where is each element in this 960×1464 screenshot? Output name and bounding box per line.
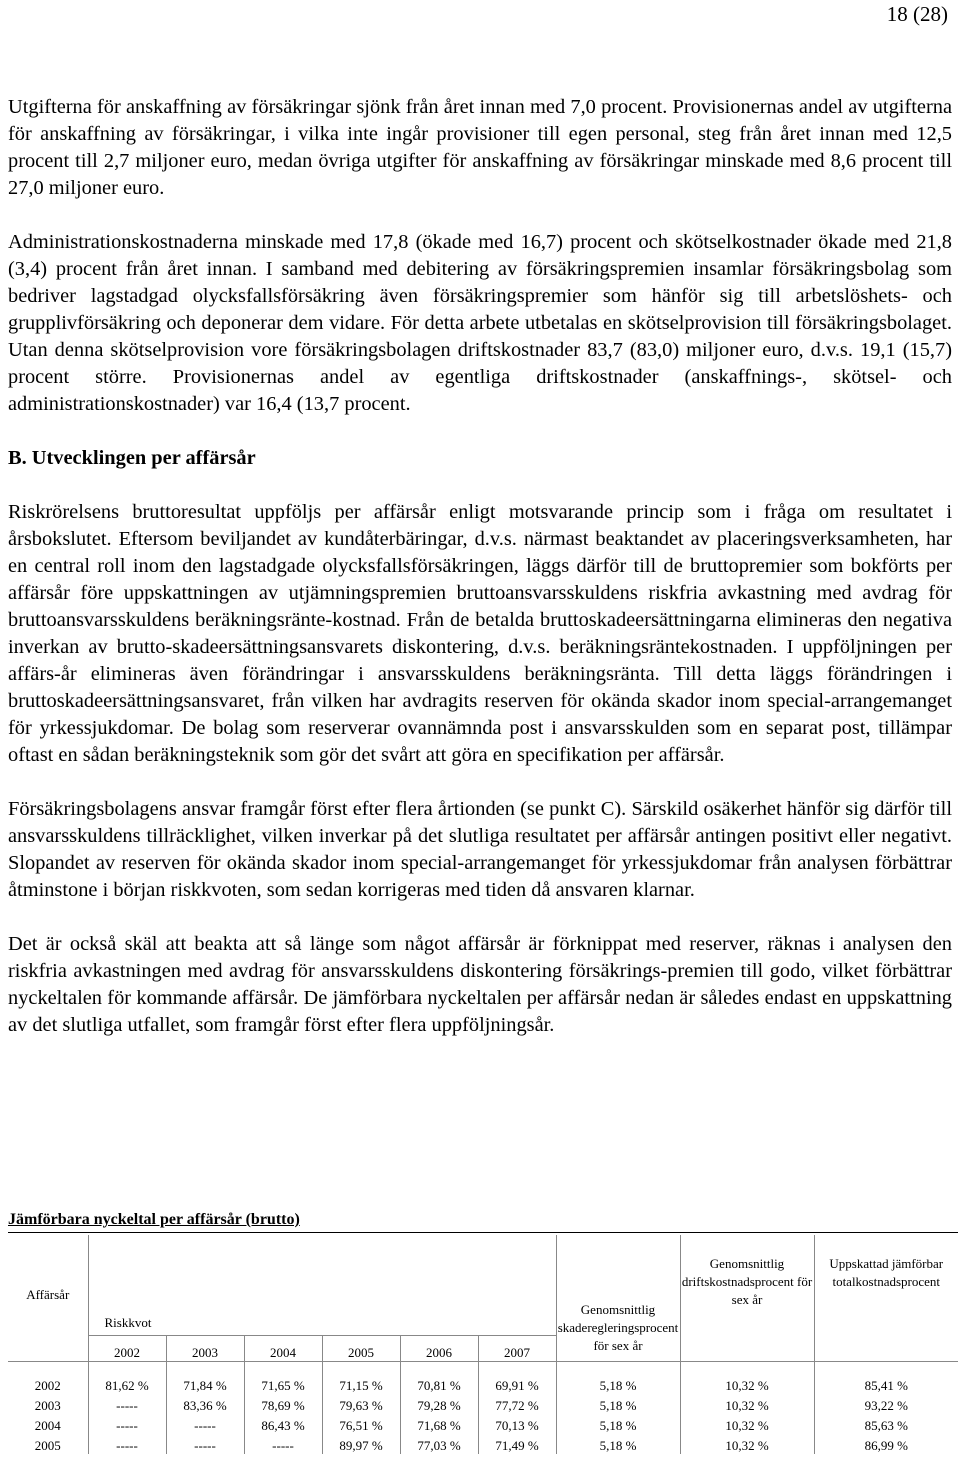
year-header: 2006 bbox=[400, 1336, 478, 1362]
paragraph: Riskrörelsens bruttoresultat uppföljs per affärsår enligt motsvarande princip som i fråga om resultatet i årsbokslutet. Eftersom beviljandet av kundåterbäringar, d.v.s. närmast beaktandet av placeringsverksamheten, har en central roll inom den lagstadgade olycksfallsförsäkringen, läggs därför till de bruttopremier som bokförts per affärsår före uppskattningen av utjämningspremien bruttoansvarsskuldens riskfria avkastning med avdrag för bruttoansvarsskuldens beräkningsränte-kostnad. Från de betalda bruttoskadeersättningarna elimineras den negativa inverkan av brutto-skadeersättningsansvarets diskontering, d.v.s. beräkningsräntekostnaden. I uppföljningen per affärs-år elimineras även förändringar i ansvarsskuldens beräkningsränta. Till detta läggs förändringen i bruttoskadeersättningsansvaret, från vilken har avdragits reserven för okända skador inom special-arrangemanget för yrkessjukdomar. De bolag som reserverar ovannämnda post i ansvarsskulden som en separat post, tillämpar oftast en sådan beräkningsteknik som gör det svårt att göra en specifikation per affärsår. bbox=[8, 501, 952, 766]
riskkvot-cell: 71,15 % bbox=[322, 1374, 400, 1394]
skade-cell: 5,18 % bbox=[556, 1414, 680, 1434]
riskkvot-cell: 71,84 % bbox=[166, 1374, 244, 1394]
riskkvot-cell: 79,28 % bbox=[400, 1394, 478, 1414]
total-cell: 85,41 % bbox=[814, 1374, 958, 1394]
table-row bbox=[8, 1374, 958, 1394]
riskkvot-cell: ----- bbox=[166, 1434, 244, 1454]
total-cell: 93,22 % bbox=[814, 1394, 958, 1414]
riskkvot-cell: 70,13 % bbox=[478, 1414, 556, 1434]
drift-cell: 10,32 % bbox=[680, 1434, 814, 1454]
paragraph: Försäkringsbolagens ansvar framgår först efter flera årtionden (se punkt C). Särskild osäkerhet hänför sig därför till ansvarsskuldens tillräcklighet, vilken inverkar på det slutliga resultatet per affärsår antingen positivt eller negativt. Slopandet av reserven för okända skador inom special-arrangemanget för yrkessjukdomar från analysen förbättrar åtminstone i början riskkvoten, som sedan korrigeras med tiden då ansvaren klarnar. bbox=[8, 798, 952, 901]
paragraph: Administrationskostnaderna minskade med 17,8 (ökade med 16,7) procent och skötselkostnader ökade med 21,8 (3,4) procent från året innan. I samband med debitering av försäkringspremien insamlar försäkringsbolag som bedriver lagstadgad olycksfallsförsäkring även försäkringspremier som hänför sig till arbetslöshets- och grupplivförsäkring och deponerar dem vidare. För detta arbete utbetalas en skötselprovision till försäkringsbolaget. Utan denna skötselprovision vore försäkringsbolagen driftskostnader 83,7 (83,0) miljoner euro, d.v.s. 19,1 (15,7) procent större. Provisionernas andel av egentliga driftskostnader (anskaffnings-, skötsel- och administrationskostnader) var 16,4 (13,7 procent. bbox=[8, 231, 952, 415]
riskkvot-cell: 69,91 % bbox=[478, 1374, 556, 1394]
riskkvot-cell: 81,62 % bbox=[88, 1374, 166, 1394]
drift-cell: 10,32 % bbox=[680, 1414, 814, 1434]
table-title: Jämförbara nyckeltal per affärsår (brutto) bbox=[8, 1211, 300, 1228]
table-row bbox=[8, 1414, 958, 1434]
year-header: 2003 bbox=[166, 1336, 244, 1362]
skade-cell: 5,18 % bbox=[556, 1394, 680, 1414]
year-header: 2002 bbox=[88, 1336, 166, 1362]
paragraph: Det är också skäl att beakta att så länge som något affärsår är förknippat med reserver, räknas i analysen den riskfria avkastningen med avdrag för ansvarsskuldens diskontering försäkrings-premien till godo, vilket förbättrar nyckeltalen för kommande affärsår. De jämförbara nyckeltalen per affärsår nedan är således endast en uppskattning av det slutliga utfallet, som framgår först efter flera uppföljningsår. bbox=[8, 933, 952, 1036]
row-year: 2005 bbox=[34, 1438, 61, 1453]
skade-cell: 5,18 % bbox=[556, 1374, 680, 1394]
riskkvot-cell: 71,65 % bbox=[244, 1374, 322, 1394]
riskkvot-cell: ----- bbox=[88, 1434, 166, 1454]
riskkvot-cell: ----- bbox=[244, 1434, 322, 1454]
total-cell: 86,99 % bbox=[814, 1434, 958, 1454]
riskkvot-cell: ----- bbox=[88, 1394, 166, 1414]
key-figures-table bbox=[8, 1235, 958, 1454]
riskkvot-cell: ----- bbox=[88, 1414, 166, 1434]
riskkvot-cell: ----- bbox=[166, 1414, 244, 1434]
row-year: 2003 bbox=[34, 1398, 61, 1413]
row-year: 2002 bbox=[34, 1378, 61, 1393]
riskkvot-cell: 83,36 % bbox=[166, 1394, 244, 1414]
riskkvot-cell: 71,68 % bbox=[400, 1414, 478, 1434]
riskkvot-cell: 77,03 % bbox=[400, 1434, 478, 1454]
page-number: 18 (28) bbox=[886, 2, 948, 26]
header-riskkvot: Riskkvot bbox=[88, 1235, 556, 1336]
header-driftskostnadsprocent: Genomsnittlig driftskostnadsprocent för sex år bbox=[680, 1235, 814, 1362]
drift-cell: 10,32 % bbox=[680, 1394, 814, 1414]
drift-cell: 10,32 % bbox=[680, 1374, 814, 1394]
riskkvot-cell: 70,81 % bbox=[400, 1374, 478, 1394]
riskkvot-cell: 71,49 % bbox=[478, 1434, 556, 1454]
section-heading: B. Utvecklingen per affärsår bbox=[8, 447, 256, 469]
riskkvot-cell: 77,72 % bbox=[478, 1394, 556, 1414]
year-header: 2005 bbox=[322, 1336, 400, 1362]
riskkvot-cell: 86,43 % bbox=[244, 1414, 322, 1434]
row-year: 2004 bbox=[34, 1418, 61, 1433]
total-cell: 85,63 % bbox=[814, 1414, 958, 1434]
skade-cell: 5,18 % bbox=[556, 1434, 680, 1454]
document-body bbox=[8, 94, 952, 1039]
year-header: 2007 bbox=[478, 1336, 556, 1362]
riskkvot-cell: 89,97 % bbox=[322, 1434, 400, 1454]
table-row bbox=[8, 1394, 958, 1414]
paragraph: Utgifterna för anskaffning av försäkringar sjönk från året innan med 7,0 procent. Provisionernas andel av utgifterna för anskaffning av försäkringar, i vilka inte ingår provisioner till egen personal, steg från året innan med 12,5 procent till 2,7 miljoner euro, medan övriga utgifter för anskaffning av försäkringar minskade med 8,6 procent till 27,0 miljoner euro. bbox=[8, 96, 952, 199]
table-top-rule bbox=[8, 1232, 958, 1233]
riskkvot-cell: 78,69 % bbox=[244, 1394, 322, 1414]
header-affarsar: Affärsår bbox=[8, 1235, 88, 1362]
year-header: 2004 bbox=[244, 1336, 322, 1362]
header-skaderegleringsprocent: Genomsnittlig skaderegleringsprocent för sex år bbox=[556, 1235, 680, 1362]
table-row bbox=[8, 1434, 958, 1454]
header-totalkostnadsprocent: Uppskattad jämförbar totalkostnadsprocent bbox=[814, 1235, 958, 1362]
riskkvot-cell: 79,63 % bbox=[322, 1394, 400, 1414]
riskkvot-cell: 76,51 % bbox=[322, 1414, 400, 1434]
